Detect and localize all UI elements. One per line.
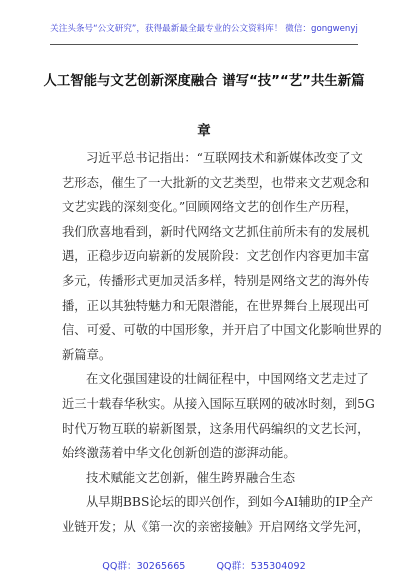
paragraph-line: 多元，传播形式更加灵活多样，特别是网络文艺的海外传 xyxy=(62,273,370,288)
paragraph-line: 新篇章。 xyxy=(62,347,112,362)
paragraph-line: 信、可爱、可敬的中国形象，并开启了中国文化影响世界的 xyxy=(62,323,382,338)
paragraph-line: 从早期BBS论坛的即兴创作，到如今AI辅助的IP全产 xyxy=(86,495,374,510)
paragraph-line: 始终激荡着中华文化创新创造的澎湃动能。 xyxy=(62,446,296,461)
document-body xyxy=(62,146,382,540)
paragraph-line: 在文化强国建设的壮阔征程中，中国网络文艺走过了 xyxy=(86,372,369,387)
header-divider xyxy=(50,44,358,45)
footer-qq-group-1: QQ群：30265665 xyxy=(102,561,186,572)
paragraph-line: 遇，正稳步迈向崭新的发展阶段：文艺创作内容更加丰富 xyxy=(62,249,370,264)
paragraph-line: 近三十载春华秋实。从接入国际互联网的破冰时刻，到5G xyxy=(62,396,375,411)
footer-contact xyxy=(0,558,408,572)
document-title: 人工智能与文艺创新深度融合 谱写“技”“艺”共生新篇 xyxy=(43,74,365,89)
paragraph-line: 习近平总书记指出：“互联网技术和新媒体改变了文 xyxy=(86,151,363,165)
paragraph-line: 文艺实践的深刻变化。”回顾网络文艺的创作生产历程， xyxy=(62,200,358,215)
paragraph-line: 播，正以其独特魅力和无限潜能，在世界舞台上展现出可 xyxy=(62,298,370,313)
paragraph-line: 艺形态，催生了一大批新的文艺类型，也带来文艺观念和 xyxy=(62,175,370,190)
promo-banner: 关注头条号“公文研究”，获得最新最全最专业的公文资料库！ 微信：gongwenyj xyxy=(50,24,358,34)
paragraph-line: 时代万物互联的崭新图景，这条用代码编织的文艺长河， xyxy=(62,421,370,436)
paragraph-line: 业链开发；从《第一次的亲密接触》开启网络文学先河， xyxy=(62,519,370,534)
footer-qq-group-2: QQ群：535304092 xyxy=(216,561,306,572)
document-title-continuation: 章 xyxy=(197,124,211,139)
paragraph-line: 我们欣喜地看到，新时代网络文艺抓住前所未有的发展机 xyxy=(62,224,370,239)
section-heading: 技术赋能文艺创新，催生跨界融合生态 xyxy=(86,470,296,485)
